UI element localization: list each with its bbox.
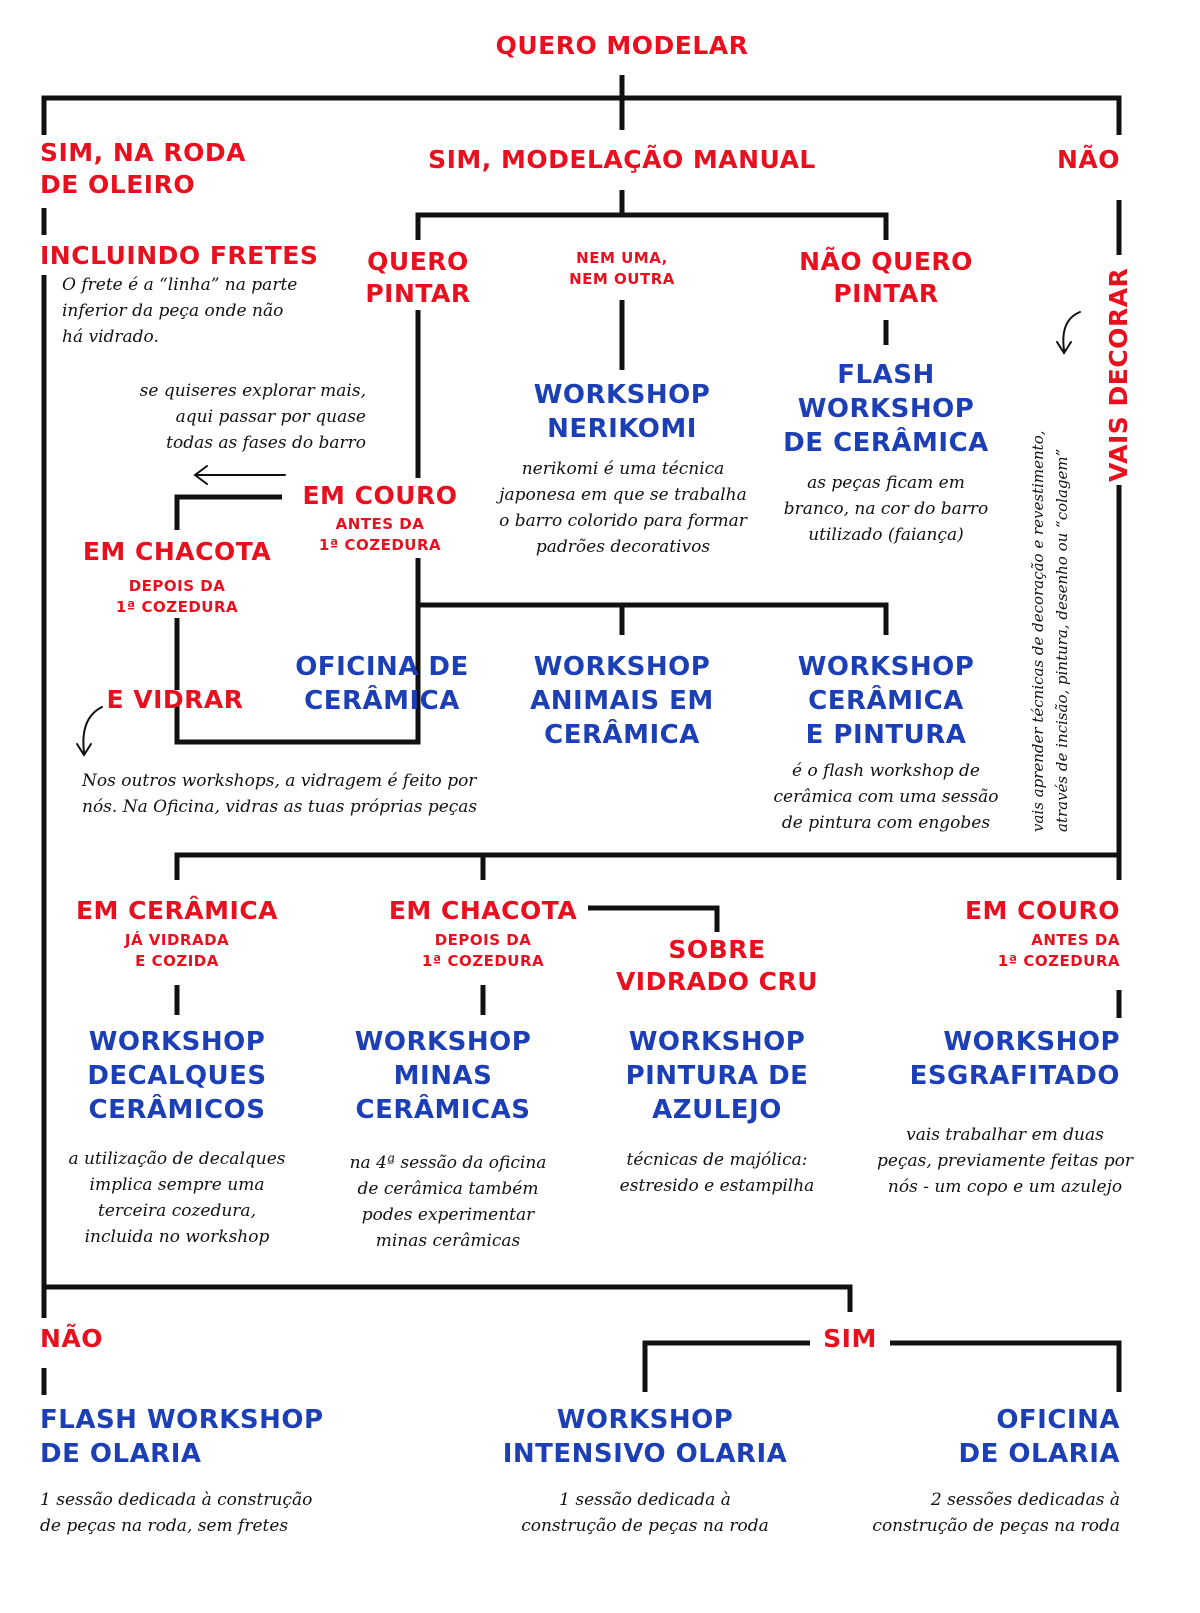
decalques-note: a utilização de decalques implica sempre uma terceira cozedura, incluida no workshop [68,1149,286,1247]
e-vidrar: E VIDRAR [106,685,244,714]
dec-em-chacota: EM CHACOTA [388,896,578,925]
ceramica-pintura-note: é o flash workshop de cerâmica com uma sessão de pintura com engobes [773,761,999,833]
oficina-ceramica: OFICINA DE CERÂMICA [295,652,469,716]
dec-em-couro: EM COURO [964,896,1120,925]
dec-em-chacota-sub: DEPOIS DA 1ª COZEDURA [421,931,545,970]
wheel-no: NÃO [40,1324,104,1353]
intensivo-olaria-workshop: WORKSHOP INTENSIVO OLARIA [502,1405,788,1469]
connector-decorar-bar [177,855,1119,880]
branch-wheel: SIM, NA RODA DE OLEIRO [40,138,246,199]
esgrafitado-note: vais trabalhar em duas peças, previamente feitas por nós - um copo e um azulejo [877,1125,1133,1197]
connector-chacota-vidrado [588,908,717,932]
no-paint: NÃO QUERO PINTAR [799,247,973,308]
azulejo-workshop: WORKSHOP PINTURA DE AZULEJO [625,1027,809,1125]
branch-manual: SIM, MODELAÇÃO MANUAL [428,145,816,174]
top-question: QUERO MODELAR [495,31,749,60]
connector-manual-bar [418,215,886,240]
esgrafitado-workshop: WORKSHOP ESGRAFITADO [909,1027,1120,1091]
ceramica-pintura-workshop: WORKSHOP CERÂMICA E PINTURA [797,652,975,750]
intensivo-olaria-note: 1 sessão dedicada à construção de peças na roda [521,1490,769,1536]
nerikomi-note: nerikomi é uma técnica japonesa em que se trabalha o barro colorido para formar padrões decorativos [499,459,747,557]
arrow-curve-down-icon [77,707,102,755]
including-trims: INCLUINDO FRETES [40,241,319,270]
connector-top-bar [44,98,1119,135]
vidragem-note: Nos outros workshops, a vidragem é feito por nós. Na Oficina, vidras as tuas próprias peças [82,771,478,817]
neither: NEM UMA, NEM OUTRA [569,249,675,288]
em-chacota: EM CHACOTA [82,537,272,566]
dec-em-ceramica: EM CERÂMICA [75,896,279,925]
branch-no: NÃO [1056,145,1120,174]
arrow-left-icon [195,466,285,484]
decorate-side-note: vais aprender técnicas de decoração e revestimento, através de incisão, pintura, desenho ou “colagem” [1029,430,1071,832]
em-couro-sub: ANTES DA 1ª COZEDURA [318,515,442,554]
oficina-olaria-note: 2 sessões dedicadas à construção de peças na roda [872,1490,1120,1536]
animais-workshop: WORKSHOP ANIMAIS EM CERÂMICA [530,652,714,750]
flash-ceramica-workshop: FLASH WORKSHOP DE CERÂMICA [783,360,989,458]
wheel-yes: SIM [823,1324,877,1353]
connector-pintar-bar [418,605,886,635]
connector-wheel-bar [44,1287,850,1312]
flash-olaria-note: 1 sessão dedicada à construção de peças na roda, sem fretes [40,1490,313,1536]
flash-olaria-workshop: FLASH WORKSHOP DE OLARIA [40,1405,324,1469]
dec-sobre-vidrado: SOBRE VIDRADO CRU [615,935,819,996]
trims-note: O frete é a “linha” na parte inferior da peça onde não há vidrado. [62,275,298,347]
vais-decorar: VAIS DECORAR [1104,267,1133,482]
oficina-olaria-workshop: OFICINA DE OLARIA [958,1405,1120,1469]
decalques-workshop: WORKSHOP DECALQUES CERÂMICOS [87,1027,267,1125]
dec-em-ceramica-sub: JÁ VIDRADA E COZIDA [124,931,230,970]
connector-couro-chacota [177,497,282,530]
want-paint: QUERO PINTAR [365,247,471,308]
explore-note: se quiseres explorar mais, aqui passar por quase todas as fases do barro [139,381,366,453]
azulejo-note: técnicas de majólica: estresido e estampilha [619,1150,815,1196]
flash-ceramica-note: as peças ficam em branco, na cor do barro utilizado (faiança) [783,473,989,545]
em-couro: EM COURO [302,481,458,510]
nerikomi-workshop: WORKSHOP NERIKOMI [533,380,711,444]
minas-note: na 4ª sessão da oficina de cerâmica também podes experimentar minas cerâmicas [349,1153,547,1251]
em-chacota-sub: DEPOIS DA 1ª COZEDURA [115,577,239,616]
minas-workshop: WORKSHOP MINAS CERÂMICAS [354,1027,532,1125]
arrow-curve-right-icon [1057,312,1080,353]
dec-em-couro-sub: ANTES DA 1ª COZEDURA [997,931,1120,970]
